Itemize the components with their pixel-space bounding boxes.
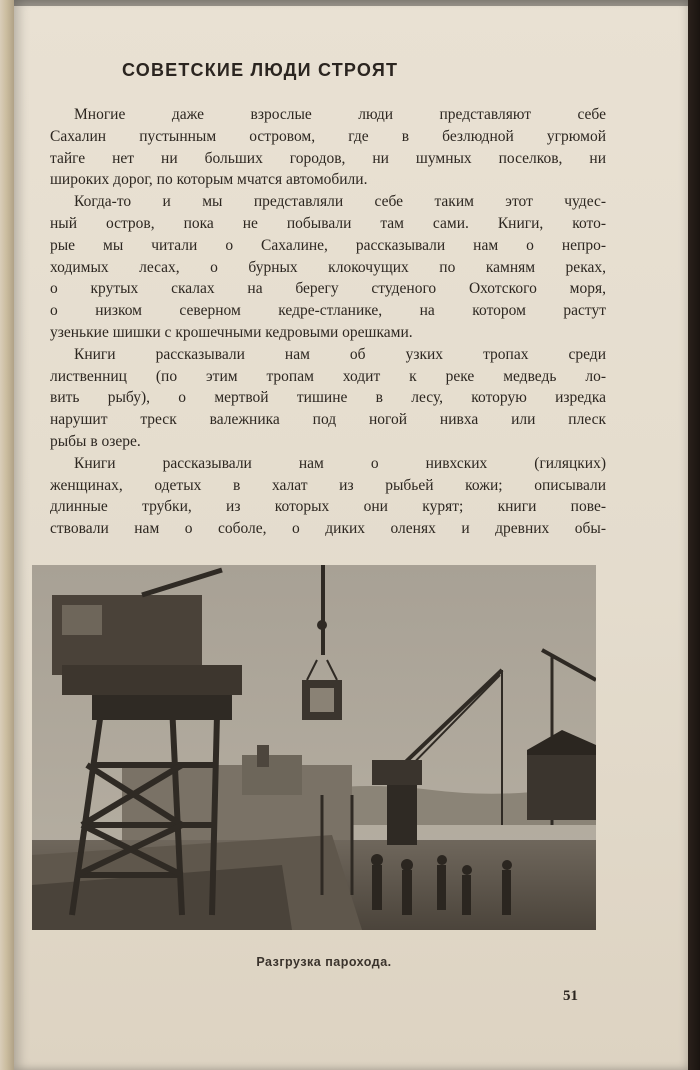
text-line: лиственниц (по этим тропам ходит к реке медведь ло- — [50, 367, 606, 385]
text-line: женщинах, одетых в халат из рыбьей кожи; описывали — [50, 476, 606, 494]
text-line: нарушит треск валежника под ногой нивха или плеск — [50, 411, 606, 429]
text-line: тайге нет ни больших городов, ни шумных поселков, ни — [50, 149, 606, 167]
body-text — [50, 104, 606, 540]
paragraph — [50, 191, 606, 344]
photo-caption: Разгрузка парохода. — [256, 955, 392, 969]
photo-illustration — [32, 565, 596, 930]
text-line: о крутых скалах на берегу студеного Охотского моря, — [50, 280, 606, 298]
harbor-crane-photo — [32, 565, 596, 930]
text-line: узенькие шишки с крошечными кедровыми орешками. — [50, 323, 413, 341]
text-line: рые мы читали о Сахалине, рассказывали нам о непро- — [50, 236, 606, 254]
text-line: Сахалин пустынным островом, где в безлюдной угрюмой — [50, 127, 606, 145]
chapter-title: СОВЕТСКИЕ ЛЮДИ СТРОЯТ — [122, 60, 399, 80]
paragraph — [50, 104, 606, 191]
paragraph — [50, 344, 606, 453]
text-line: длинные трубки, из которых они курят; книги пове- — [50, 498, 606, 516]
text-line: вить рыбу), о мертвой тишине в лесу, которую изредка — [50, 389, 606, 407]
book-right-edge — [688, 0, 700, 1070]
text-line: Многие даже взрослые люди представляют себе — [74, 106, 606, 123]
text-line: ствовали нам о соболе, о диких оленях и древних обы- — [50, 520, 606, 538]
page-number: 51 — [563, 988, 578, 1004]
text-line: Книги рассказывали нам об узких тропах среди — [74, 345, 606, 363]
text-line: о низком северном кедре-стланике, на котором растут — [50, 302, 606, 320]
text-line: Книги рассказывали нам о нивхских (гиляцких) — [74, 454, 606, 472]
paragraph — [50, 453, 606, 540]
page-top-shadow — [14, 0, 690, 6]
text-line: ходимых лесах, о бурных клокочущих по камням реках, — [50, 258, 606, 276]
text-line: Когда-то и мы представляли себе таким этот чудес- — [74, 193, 606, 211]
book-page — [14, 0, 690, 1070]
text-line: широких дорог, по которым мчатся автомобили. — [50, 171, 368, 189]
text-line: рыбы в озере. — [50, 432, 141, 450]
text-line: ный остров, пока не побывали там сами. Книги, кото- — [50, 214, 606, 232]
